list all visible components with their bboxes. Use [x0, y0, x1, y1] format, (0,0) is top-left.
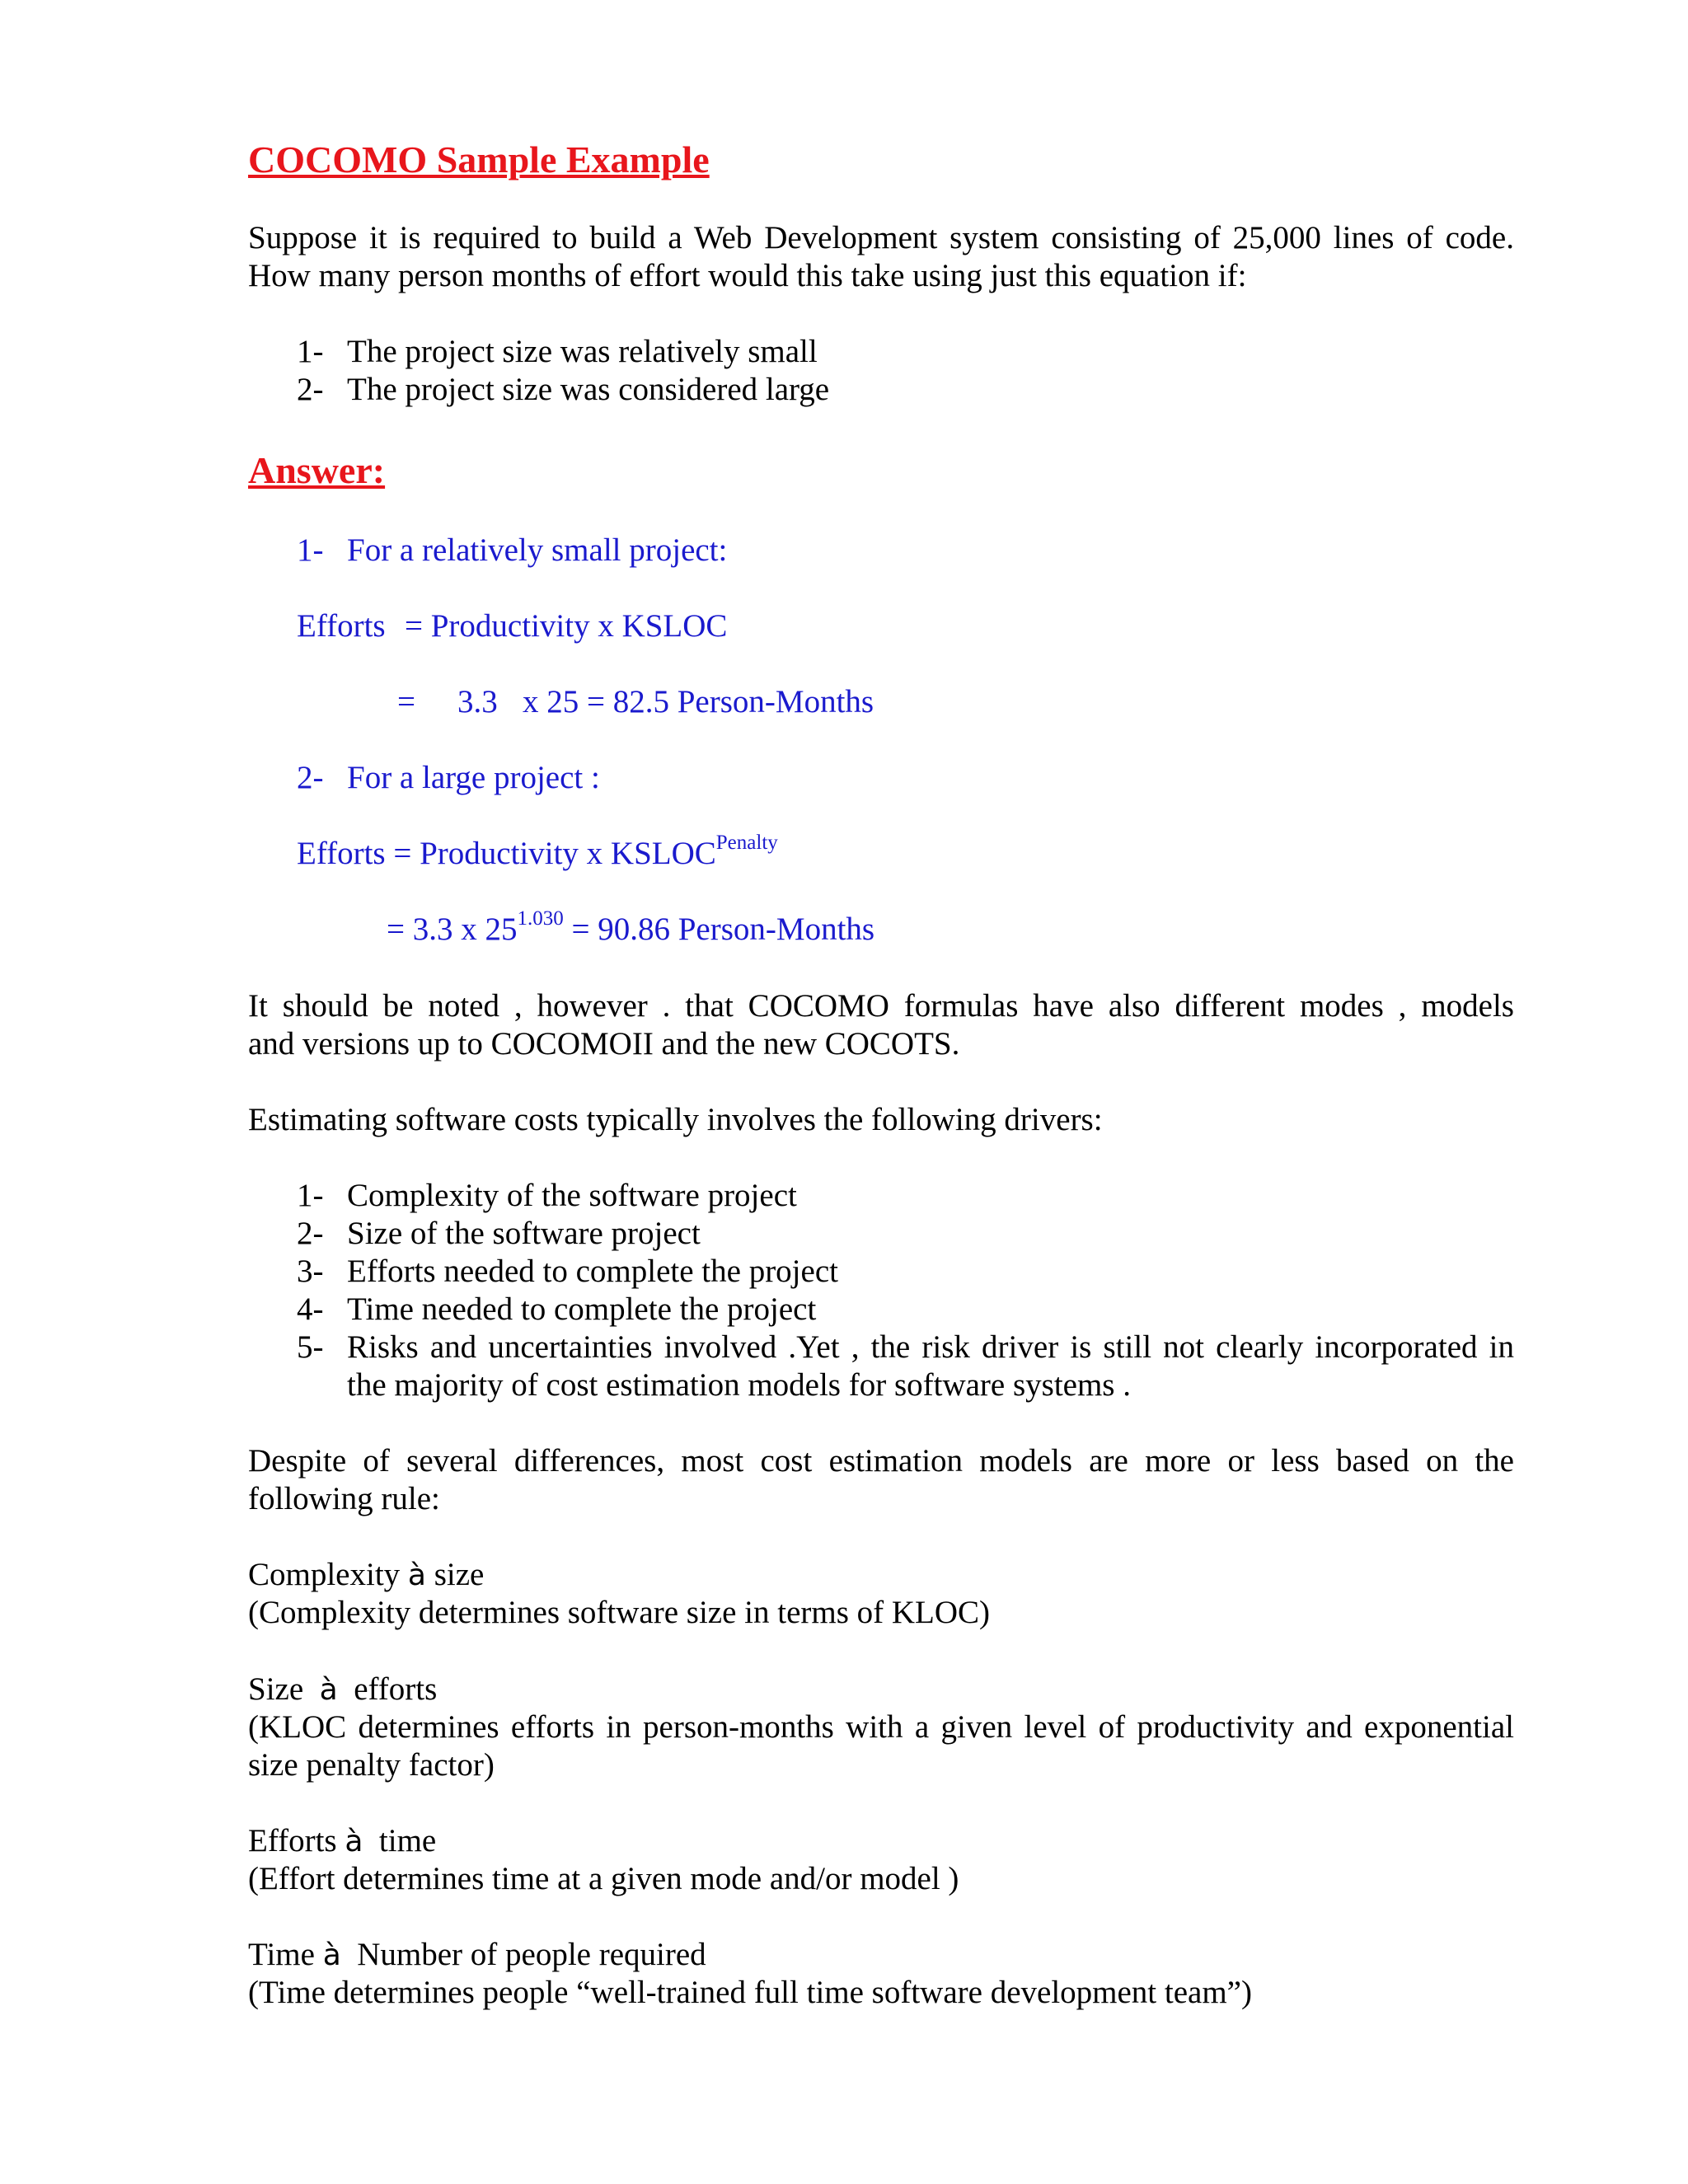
large-calc-exponent: 1.030 [517, 907, 564, 930]
large-calc [387, 907, 875, 949]
intro-line-2: How many person months of effort would this take using just this equation if: [248, 258, 1247, 293]
large-calc-result: = 90.86 Person-Months [563, 912, 875, 947]
driver-text: Efforts needed to complete the project [347, 1254, 838, 1289]
rule-description: (Time determines people “well-trained full time software development team”) [248, 1975, 1252, 2010]
rule-to: size [434, 1557, 485, 1592]
large-equation-exponent: Penalty [715, 832, 778, 854]
driver-text: Size of the software project [347, 1216, 701, 1251]
driver-text: Complexity of the software project [347, 1178, 797, 1213]
large-calc-main: = 3.3 x 25 [387, 912, 518, 947]
driver-number: 2- [297, 1216, 324, 1251]
rule-heading [248, 1671, 437, 1709]
driver-text: Time needed to complete the project [347, 1291, 817, 1327]
despite-line-1: Despite of several differences, most cost estimation models are more or less based on the [248, 1443, 1514, 1479]
arrow-icon: à [319, 1673, 338, 1707]
page-title: COCOMO Sample Example [248, 138, 710, 180]
arrow-icon: à [322, 1938, 341, 1972]
rule-from: Size [248, 1671, 304, 1707]
rule-from: Time [248, 1937, 315, 1972]
rule-from: Efforts [248, 1823, 337, 1858]
answer-small-label: For a relatively small project: [347, 532, 728, 568]
driver-number: 5- [297, 1329, 324, 1365]
small-equation-rhs: = Productivity x KSLOC [405, 608, 728, 644]
rule-heading [248, 1822, 436, 1861]
note-line-2: and versions up to COCOMOII and the new COCOTS. [248, 1026, 960, 1062]
answer-small-number: 1- [297, 532, 324, 568]
rule-description: (Effort determines time at a given mode and/or model ) [248, 1861, 959, 1896]
rule-heading [248, 1936, 706, 1975]
arrow-icon: à [345, 1825, 363, 1858]
driver-text: Risks and uncertainties involved .Yet , the risk driver is still not clearly incorporated in [347, 1329, 1514, 1365]
rule-to: efforts [354, 1671, 438, 1707]
driver-text-continued: the majority of cost estimation models for software systems . [347, 1367, 1131, 1403]
question-number: 1- [297, 334, 324, 369]
small-calc-result: x 25 = 82.5 Person-Months [523, 684, 874, 719]
rule-description: (KLOC determines efforts in person-months with a given level of productivity and exponential [248, 1709, 1514, 1745]
question-number: 2- [297, 372, 324, 407]
rule-description-continued: size penalty factor) [248, 1747, 495, 1783]
intro-line-1: Suppose it is required to build a Web Development system consisting of 25,000 lines of code. [248, 220, 1514, 255]
driver-number: 3- [297, 1254, 324, 1289]
large-equation [297, 832, 778, 873]
answer-large-number: 2- [297, 760, 324, 795]
note-line-1: It should be noted , however . that COCOMO formulas have also different modes , models [248, 988, 1514, 1024]
despite-line-2: following rule: [248, 1481, 440, 1516]
small-calc-equals: = [397, 684, 415, 719]
driver-number: 4- [297, 1291, 324, 1327]
arrow-icon: à [407, 1558, 426, 1592]
rule-from: Complexity [248, 1557, 401, 1592]
drivers-intro: Estimating software costs typically involves the following drivers: [248, 1102, 1103, 1137]
large-equation-main: Efforts = Productivity x KSLOC [297, 836, 716, 871]
rule-to: Number of people required [357, 1937, 706, 1972]
driver-number: 1- [297, 1178, 324, 1213]
rule-description: (Complexity determines software size in terms of KLOC) [248, 1595, 991, 1630]
question-text: The project size was relatively small [347, 334, 818, 369]
answer-heading: Answer: [248, 449, 386, 491]
small-equation-label: Efforts [297, 608, 386, 644]
rule-to: time [378, 1823, 437, 1858]
rule-heading [248, 1556, 484, 1595]
question-text: The project size was considered large [347, 372, 830, 407]
answer-large-label: For a large project : [347, 760, 600, 795]
small-calc-value: 3.3 [457, 684, 498, 719]
